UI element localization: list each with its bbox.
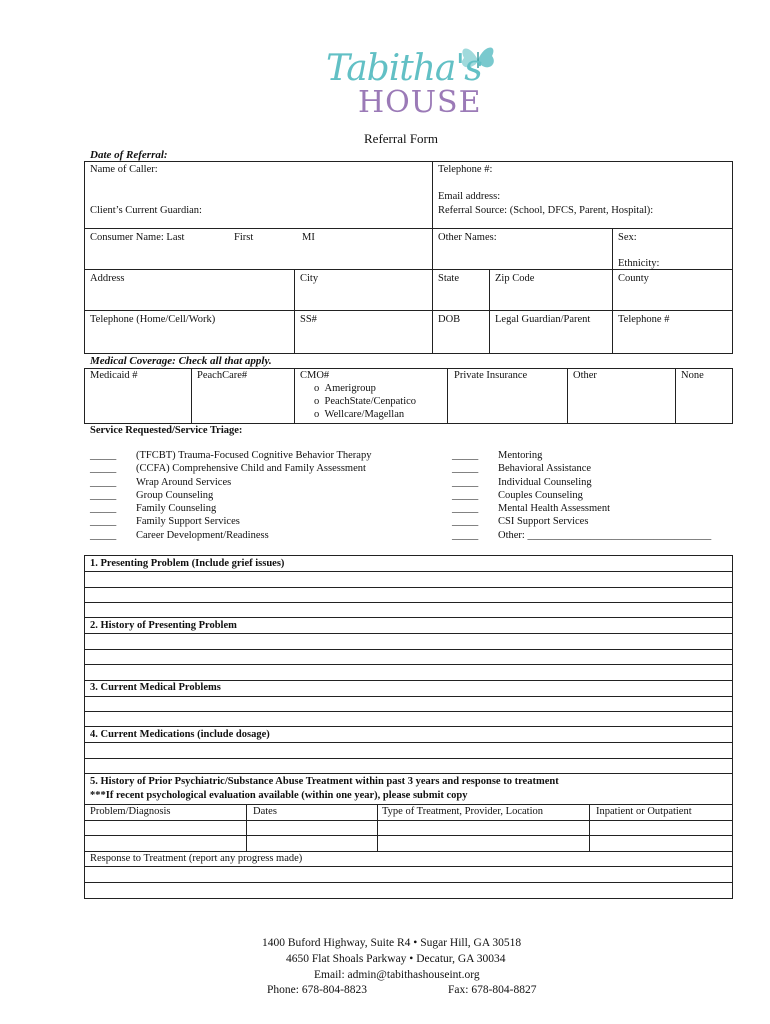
ethnicity-label: Ethnicity: [618,258,660,269]
service-blank[interactable]: _____ [452,530,479,541]
consumer-telephone-label: Telephone (Home/Cell/Work) [90,314,216,325]
telephone-label: Telephone #: [438,164,493,175]
first-name-label: First [234,232,254,243]
section-4-heading: 4. Current Medications (include dosage) [90,729,270,740]
date-of-referral-label: Date of Referral: [90,149,168,161]
service-blank[interactable]: _____ [452,516,479,527]
logo [322,42,502,120]
private-insurance-label: Private Insurance [454,370,528,381]
footer-email: Email: admin@tabithashouseint.org [314,969,480,981]
state-label: State [438,273,459,284]
service-item: Behavioral Assistance [498,463,592,474]
service-blank[interactable]: _____ [452,463,479,474]
service-blank[interactable]: _____ [452,503,479,514]
service-item: CSI Support Services [498,516,589,527]
dob-label: DOB [438,314,461,325]
service-blank[interactable]: _____ [90,503,117,514]
footer-address-1: 1400 Buford Highway, Suite R4 • Sugar Hill, GA 30518 [262,937,522,949]
zip-code-label: Zip Code [495,273,535,284]
section-5-heading: 5. History of Prior Psychiatric/Substance Abuse Treatment within past 3 years and response to treatment [90,776,559,787]
legal-guardian-label: Legal Guardian/Parent [495,314,591,325]
cmo-option: o Amerigroup [314,383,376,394]
service-blank[interactable]: _____ [90,530,117,541]
service-item: Family Counseling [136,503,217,514]
cmo-label: CMO# [300,370,330,381]
inpatient-outpatient-header: Inpatient or Outpatient [596,806,692,817]
referral-source-label: Referral Source: (School, DFCS, Parent, Hospital): [438,205,654,216]
service-item: Career Development/Readiness [136,530,269,541]
service-item: Other: ___________________________________ [498,530,712,541]
peachcare-label: PeachCare# [197,370,248,381]
logo-block: HOUSE [358,85,482,120]
service-item: Wrap Around Services [136,477,232,488]
section-2-heading: 2. History of Presenting Problem [90,620,237,631]
service-requested-heading: Service Requested/Service Triage: [90,425,243,436]
address-label: Address [90,273,125,284]
guardian-label: Client’s Current Guardian: [90,205,202,216]
service-blank[interactable]: _____ [452,490,479,501]
ss-label: SS# [300,314,317,325]
telephone2-label: Telephone # [618,314,670,325]
county-label: County [618,273,649,284]
service-blank[interactable]: _____ [90,516,117,527]
service-blank[interactable]: _____ [90,477,117,488]
footer-fax: Fax: 678-804-8827 [448,984,537,996]
medicaid-label: Medicaid # [90,370,138,381]
other-names-label: Other Names: [438,232,497,243]
section-3-heading: 3. Current Medical Problems [90,682,221,693]
section-1-heading: 1. Presenting Problem (Include grief issues) [90,558,285,569]
mi-label: MI [302,232,315,243]
logo-script: Tabitha's [326,48,482,89]
medical-coverage-heading: Medical Coverage: Check all that apply. [90,355,272,367]
service-blank[interactable]: _____ [90,450,117,461]
section-5-note: ***If recent psychological evaluation available (within one year), please submit copy [90,790,468,801]
service-blank[interactable]: _____ [90,490,117,501]
name-of-caller-label: Name of Caller: [90,164,158,175]
dates-header: Dates [253,806,277,817]
response-to-treatment-label: Response to Treatment (report any progress made) [90,853,303,864]
service-blank[interactable]: _____ [452,477,479,488]
service-item: Group Counseling [136,490,214,501]
footer-address-2: 4650 Flat Shoals Parkway • Decatur, GA 30034 [286,953,506,965]
city-label: City [300,273,319,284]
service-item: (CCFA) Comprehensive Child and Family Assessment [136,463,366,474]
cmo-option: o Wellcare/Magellan [314,409,405,420]
service-item: Couples Counseling [498,490,583,501]
sex-label: Sex: [618,232,637,243]
email-label: Email address: [438,191,501,202]
other-coverage-label: Other [573,370,597,381]
treatment-type-header: Type of Treatment, Provider, Location [382,806,543,817]
service-item: Mentoring [498,450,543,461]
cmo-option: o PeachState/Cenpatico [314,396,417,407]
service-item: Individual Counseling [498,477,592,488]
service-item: Family Support Services [136,516,240,527]
service-item: (TFCBT) Trauma-Focused Cognitive Behavior Therapy [136,450,372,461]
service-blank[interactable]: _____ [452,450,479,461]
none-label: None [681,370,704,381]
form-title: Referral Form [364,131,439,146]
footer-phone: Phone: 678-804-8823 [267,984,367,996]
service-item: Mental Health Assessment [498,503,610,514]
consumer-name-label: Consumer Name: Last [90,232,185,243]
problem-diagnosis-header: Problem/Diagnosis [90,806,171,817]
service-blank[interactable]: _____ [90,463,117,474]
